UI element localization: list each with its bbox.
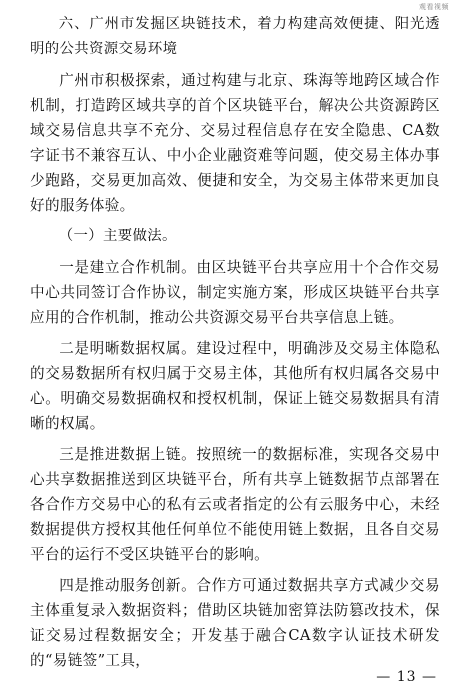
intro-paragraph: 广州市积极探索，通过构建与北京、珠海等地跨区域合作机制，打造跨区域共享的首个区块链平台，解决公共资源跨区域交易信息共享不充分、交易过程信息存在安全隐患、CA数字证书不兼容互认、中小企业融资难等问题，使交易主体办事少跑路，交易更加高效、便捷和安全，为交易主体带来更加良好的服务体验。 bbox=[30, 72, 440, 214]
subsection-heading: （一）主要做法。 bbox=[58, 228, 177, 244]
watermark-text: 观看视频 bbox=[419, 3, 449, 11]
paragraph-data-ownership: 二是明晰数据权属。建设过程中，明确涉及交易主体隐私的交易数据所有权归属于交易主体，其他所有权归属各交易中心。明确交易数据确权和授权机制，保证上链交易数据具有清晰的权属。 bbox=[30, 340, 440, 432]
document-body bbox=[30, 12, 440, 673]
paragraph-cooperation-mechanism: 一是建立合作机制。由区块链平台共享应用十个合作交易中心共同签订合作协议，制定实施方案，形成区块链平台共享应用的合作机制，推动公共资源交易平台共享信息上链。 bbox=[30, 259, 440, 326]
paragraph-data-onchain: 三是推进数据上链。按照统一的数据标准，实现各交易中心共享数据推送到区块链平台，所有共享上链数据节点部署在各合作方交易中心的私有云或者指定的公有云服务中心，未经数据提供方授权其他任何单位不能使用链上数据，且各自交易平台的运行不受区块链平台的影响。 bbox=[30, 446, 440, 563]
paragraph-service-innovation: 四是推动服务创新。合作方可通过数据共享方式减少交易主体重复录入数据资料；借助区块链加密算法防篡改技术，保证交易过程数据安全；开发基于融合CA数字认证技术研发的“易链签”工具， bbox=[30, 577, 440, 669]
page-number: — 13 — bbox=[376, 669, 437, 685]
section-heading: 六、广州市发掘区块链技术，着力构建高效便捷、阳光透明的公共资源交易环境 bbox=[30, 16, 440, 57]
